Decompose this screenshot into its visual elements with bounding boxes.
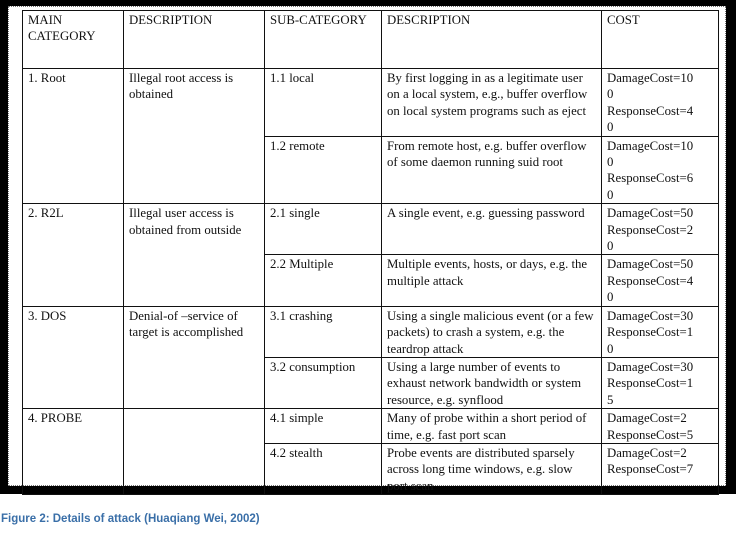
sub-description-cell: Many of probe within a short period of time, e.g. fast port scan: [382, 409, 602, 444]
table-row: [23, 306, 719, 357]
table-row: [23, 204, 719, 255]
header-sub-category: SUB-CATEGORY: [265, 11, 382, 69]
table-row: [23, 409, 719, 444]
main-category-cell: 2. R2L: [23, 204, 124, 306]
cost-cell: DamageCost=50 ResponseCost=2 0: [602, 204, 719, 255]
sub-category-cell: 3.1 crashing: [265, 306, 382, 357]
main-description-cell: Illegal user access is obtained from outside: [124, 204, 265, 306]
attack-details-table: [22, 10, 719, 495]
cost-cell: DamageCost=2 ResponseCost=5: [602, 409, 719, 444]
main-category-cell: 4. PROBE: [23, 409, 124, 495]
sub-category-cell: 1.1 local: [265, 69, 382, 137]
sub-category-cell: 2.2 Multiple: [265, 255, 382, 306]
sub-category-cell: 3.2 consumption: [265, 357, 382, 408]
sub-description-cell: From remote host, e.g. buffer overflow of some daemon running suid root: [382, 136, 602, 204]
main-category-cell: 3. DOS: [23, 306, 124, 408]
header-sub-description: DESCRIPTION: [382, 11, 602, 69]
cost-cell: DamageCost=10 0 ResponseCost=4 0: [602, 69, 719, 137]
header-row: [23, 11, 719, 69]
sub-description-cell: Using a large number of events to exhaust network bandwidth or system resource, e.g. synflood: [382, 357, 602, 408]
table-panel: [8, 6, 726, 493]
main-category-cell: 1. Root: [23, 69, 124, 204]
sub-description-cell: By first logging in as a legitimate user on a local system, e.g., buffer overflow on local system programs such as eject: [382, 69, 602, 137]
main-description-cell: [124, 409, 265, 495]
cost-cell: DamageCost=10 0 ResponseCost=6 0: [602, 136, 719, 204]
sub-description-cell: Using a single malicious event (or a few packets) to crash a system, e.g. the teardrop attack: [382, 306, 602, 357]
sub-category-cell: 2.1 single: [265, 204, 382, 255]
figure-caption: Figure 2: Details of attack (Huaqiang Wei, 2002): [1, 513, 260, 525]
cost-cell: DamageCost=30 ResponseCost=1 5: [602, 357, 719, 408]
sub-category-cell: 4.1 simple: [265, 409, 382, 444]
cost-cell: DamageCost=30 ResponseCost=1 0: [602, 306, 719, 357]
sub-description-cell: Probe events are distributed sparsely across long time windows, e.g. slow port scan: [382, 443, 602, 494]
main-description-cell: Denial-of –service of target is accomplished: [124, 306, 265, 408]
main-description-cell: Illegal root access is obtained: [124, 69, 265, 204]
table-row: [23, 69, 719, 137]
header-main-category: MAIN CATEGORY: [23, 11, 124, 69]
cost-cell: DamageCost=2 ResponseCost=7: [602, 443, 719, 494]
header-description: DESCRIPTION: [124, 11, 265, 69]
sub-category-cell: 1.2 remote: [265, 136, 382, 204]
header-cost: COST: [602, 11, 719, 69]
sub-description-cell: Multiple events, hosts, or days, e.g. the multiple attack: [382, 255, 602, 306]
sub-category-cell: 4.2 stealth: [265, 443, 382, 494]
sub-description-cell: A single event, e.g. guessing password: [382, 204, 602, 255]
cost-cell: DamageCost=50 ResponseCost=4 0: [602, 255, 719, 306]
